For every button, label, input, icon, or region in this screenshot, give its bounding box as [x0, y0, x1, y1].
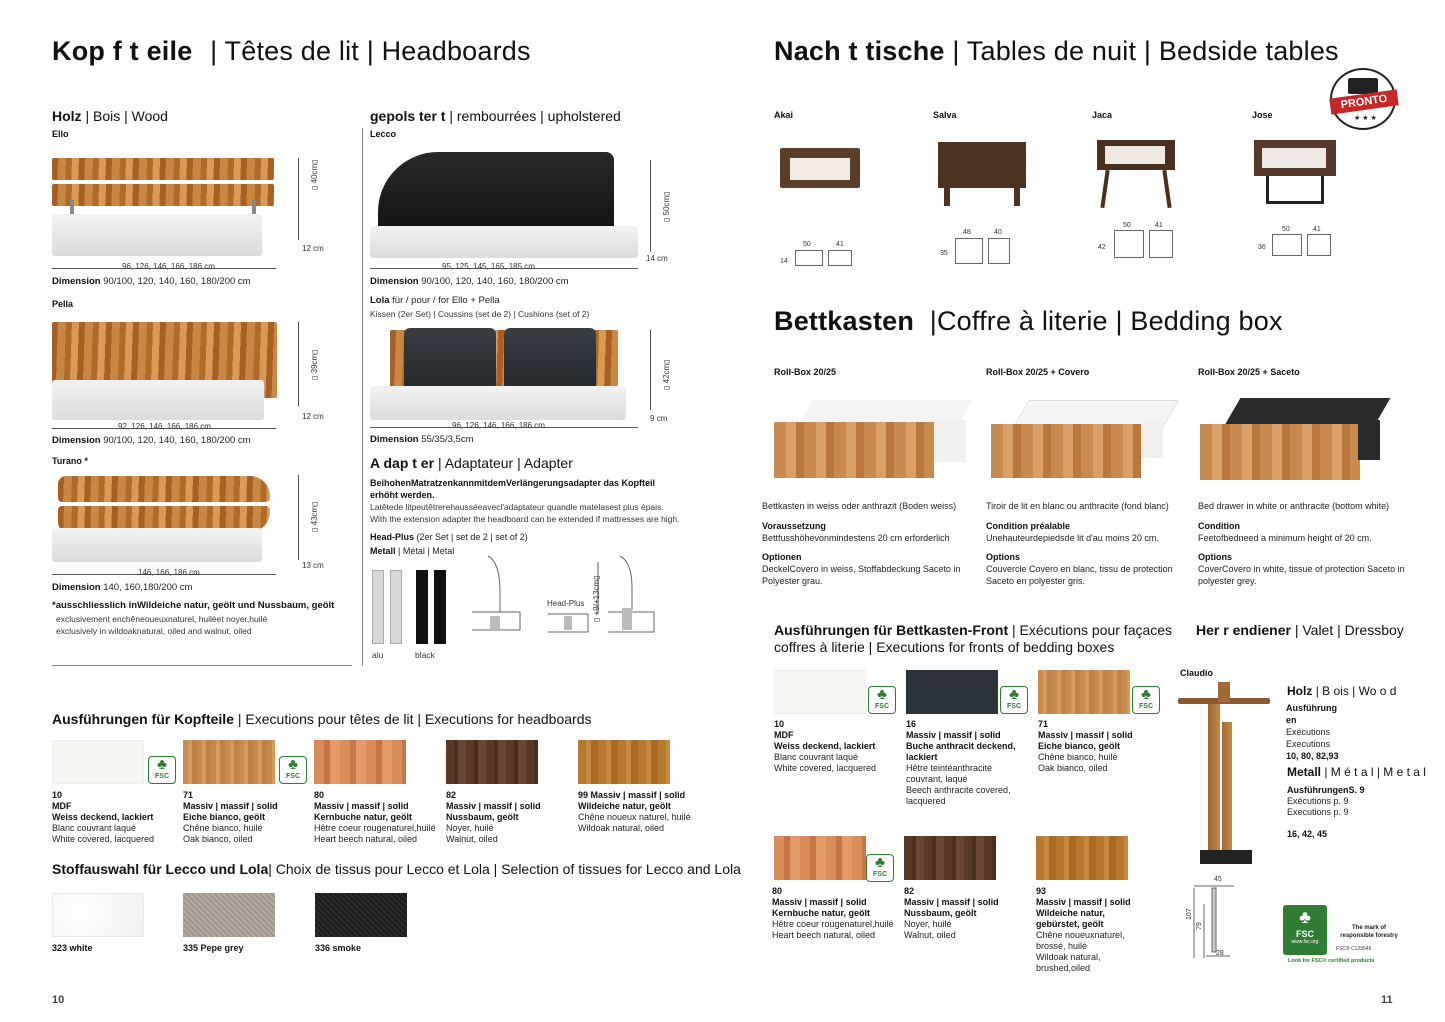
exec-swatch-99	[578, 740, 670, 784]
headplus-label: Head-Plus (2er Set | set de 2 | set of 2)	[370, 532, 528, 542]
fronts-heading-2: coffres à literie | Executions for fronts of bedding boxes	[774, 639, 1115, 655]
lola-widths: 96, 126, 146, 166, 186 cm	[452, 421, 545, 430]
box-desc-col: Tiroir de lit en blanc ou anthracite (fond blanc) Condition préalable Unehauteurdepiedsde lit d'au moins 20 cm. Options Couvercle Covero en blanc, tissu de protection Saceto en polyester gris.	[986, 501, 1173, 586]
front-swatch-80	[774, 836, 866, 880]
turano-height: ▯ 43cm▯	[310, 501, 319, 532]
fabric-name: 335 Pepe grey	[183, 943, 244, 953]
box-name: Roll-Box 20/25	[774, 367, 837, 377]
valet-name: Claudio	[1180, 668, 1213, 678]
adapter-plus: ▯ +9/+13cm▯	[592, 575, 601, 622]
valet-dim: 45	[1214, 876, 1222, 883]
fabric-swatch-grey	[183, 893, 275, 937]
fsc-mark-text: The mark of responsible forestry	[1340, 925, 1398, 939]
exec-swatch-71	[183, 740, 275, 784]
pella-overhang: 12 cm	[302, 412, 324, 421]
front-item-82: 82 Massiv | massif | solid Nussbaum, geölt Noyer, huilé Walnut, oiled	[904, 886, 999, 940]
valet-holz: Holz | B ois | Wo o d	[1287, 684, 1397, 698]
turano-overhang: 13 cm	[302, 561, 324, 570]
exec-head-heading: Ausführungen für Kopfteile | Executions pour têtes de lit | Executions for headboards	[52, 711, 592, 727]
adapter-fr: Latêtede litpeutêtrerehausséeavecl'adaptateur quandle matelasest plus épais.	[370, 502, 664, 512]
ello-image	[52, 150, 277, 258]
adapter-alu: alu	[372, 650, 384, 660]
lecco-dimension: Dimension 90/100, 120, 140, 160, 180/200 cm	[370, 276, 569, 287]
front-swatch-82	[904, 836, 996, 880]
adapter-de2: erhöht werden.	[370, 490, 435, 500]
exec-item-71: 71 Massiv | massif | solid Eiche bianco, geölt Chêne bianco, huilé Oak bianco, oiled	[183, 790, 278, 844]
lola-label: Lola für / pour / for Ello + Pella	[370, 295, 500, 306]
ello-widths: 96, 126, 146, 166, 186 cm	[122, 262, 215, 271]
front-item-16: 16 Massiv | massif | solid Buche anthracit deckend, lackiert Hêtre teintéanthracite couvrant, laqué Beech anthracite covered, lacquered	[906, 719, 1016, 806]
table-jaca-label: Jaca	[1092, 110, 1113, 120]
adapter-black: black	[415, 650, 435, 660]
exec-item-99: 99 Massiv | massif | solid Wildeiche natur, geölt Chêne noueux naturel, huilé Wildoak natural, oiled	[578, 790, 691, 833]
pella-label: Pella	[52, 299, 74, 309]
box-desc-col: Bettkasten in weiss oder anthrazit (Boden weiss) Voraussetzung Bettfusshöhevonmindestens 20 cm erforderlich Optionen DeckelCovero in weiss, Stoffabdeckung Saceto in Polyester grau.	[762, 501, 961, 586]
left-title-rest: | Têtes de lit | Headboards	[210, 36, 531, 66]
fabric-swatch-white	[52, 893, 144, 937]
pella-widths: 92, 126, 146, 166, 186 cm	[118, 422, 211, 431]
right-title: Nach t tische | Tables de nuit | Bedside tables	[774, 36, 1339, 66]
page-number-left: 10	[52, 994, 65, 1006]
pella-image	[52, 318, 277, 420]
lecco-overhang: 14 cm	[646, 254, 668, 263]
lola-set: Kissen (2er Set) | Coussins (set de 2) | Cushions (set of 2)	[370, 309, 590, 319]
adapter-de1: BeihohenMatratzenkannmitdemVerlängerungsadapter das Kopfteil	[370, 478, 656, 488]
front-item-10: 10 MDF Weiss deckend, lackiert Blanc couvrant laqué White covered, lacquered	[774, 719, 877, 773]
table-dim: 40	[994, 229, 1002, 236]
lola-image	[370, 326, 638, 420]
valet-dim: 107	[1186, 908, 1193, 920]
valet-metall-text: AusführungenS. 9 Exécutions p. 9 Executions p. 9 16, 42, 45	[1287, 785, 1365, 839]
fsc-logo-icon: ♣ FSC	[1000, 686, 1028, 714]
fsc-code: FSC® C123546	[1336, 946, 1372, 952]
fabric-swatch-smoke	[315, 893, 407, 937]
front-item-71: 71 Massiv | massif | solid Eiche bianco, geölt Chêne bianco, huilé Oak bianco, oiled	[1038, 719, 1133, 773]
lecco-height: ▯ 50cm▯	[662, 191, 671, 222]
lola-dimension: Dimension 55/35/3,5cm	[370, 434, 474, 445]
table-dim: 42	[1098, 244, 1106, 251]
box-image-rollbox	[774, 400, 966, 478]
front-swatch-71	[1038, 670, 1130, 714]
box-name: Roll-Box 20/25 + Covero	[986, 367, 1090, 377]
turano-image	[52, 472, 277, 564]
front-swatch-93	[1036, 836, 1128, 880]
fabric-name: 323 white	[52, 943, 93, 953]
box-image-covero	[991, 400, 1173, 478]
adapter-headplus-text: Head-Plus	[547, 599, 585, 608]
table-dim: 50	[1123, 222, 1131, 229]
fsc-logo-icon: ♣ FSC	[1132, 686, 1160, 714]
adapter-metall: Metall | Métal | Metal	[370, 546, 455, 556]
exec-item-82: 82 Massiv | massif | solid Nussbaum, geölt Noyer, huilé Walnut, oiled	[446, 790, 541, 844]
adapter-en: With the extension adapter the headboard can be extended if mattresses are high.	[370, 514, 680, 524]
table-dim: 14	[780, 258, 788, 265]
page-number-right: 11	[1381, 994, 1393, 1006]
fsc-logo-icon: ♣ FSC	[866, 854, 894, 882]
turano-label: Turano *	[52, 456, 88, 466]
table-jose-image	[1254, 140, 1338, 206]
front-item-93: 93 Massiv | massif | solid Wildeiche natur, gebürstet, geölt Chêne noueuxnaturel, brossé, huilé Wildoak natural, brushed,oiled	[1036, 886, 1131, 973]
front-item-80: 80 Massiv | massif | solid Kernbuche natur, geölt Hêtre coeur rougenaturel,huilé Heart beech natural, oiled	[772, 886, 894, 940]
turano-note-fr: exclusivement enchêneoueuxnaturel, huiléet noyer,huilé	[56, 614, 268, 624]
table-dim: 36	[1258, 244, 1266, 251]
exec-swatch-10	[52, 740, 144, 784]
fsc-logo-icon: ♣ FSC	[868, 686, 896, 714]
box-name: Roll-Box 20/25 + Saceto	[1198, 367, 1300, 377]
fronts-heading: Ausführungen für Bettkasten-Front | Exécutions pour façaces	[774, 622, 1173, 638]
stars-icon: ★ ★ ★	[1354, 115, 1377, 122]
ello-overhang: 12 cm	[302, 244, 324, 253]
fabric-name: 336 smoke	[315, 943, 362, 953]
fabric-heading: Stoffauswahl für Lecco und Lola| Choix de tissus pour Lecco et Lola | Selection of tissues for Lecco and Lola	[52, 861, 741, 877]
turano-dimension: Dimension 140, 160,180/200 cm	[52, 582, 193, 593]
table-dim: 35	[940, 250, 948, 257]
lecco-label: Lecco	[370, 129, 397, 139]
turano-note-en: exclusively in wildoaknatural, oiled and walnut, oiled	[56, 626, 252, 636]
table-akai-label: Akai	[774, 110, 794, 120]
table-akai-image	[780, 148, 860, 188]
table-dim: 41	[1155, 222, 1163, 229]
adapter-heading: A dap t er | Adaptateur | Adapter	[370, 455, 573, 471]
table-salva-label: Salva	[933, 110, 957, 120]
lola-overhang: 9 cm	[650, 414, 668, 423]
upholstered-heading: gepols ter t | rembourrées | upholstered	[370, 108, 621, 124]
left-title	[52, 36, 531, 67]
table-salva-image	[938, 142, 1028, 206]
front-swatch-10	[774, 670, 866, 714]
holz-heading: Holz | Bois | Wood	[52, 108, 168, 124]
pella-height: ▯ 39cm▯	[310, 349, 319, 380]
exec-swatch-80	[314, 740, 406, 784]
table-jose-label: Jose	[1252, 110, 1273, 120]
valet-holz-text: Ausführung en Exécutions Executions 10, 80, 82,93	[1286, 703, 1339, 761]
table-dim: 50	[803, 241, 811, 248]
valet-metall: Metall | M é t a l | M e t a l	[1287, 765, 1426, 779]
box-desc-col: Bed drawer in white or anthracite (bottom white) Condition Feetofbedneed a minimum height of 20 cm. Options CoverCovero in white, tissue of protection Saceto in polyester grey.	[1198, 501, 1405, 586]
ello-label: Ello	[52, 129, 69, 139]
table-dim: 50	[1282, 226, 1290, 233]
valet-image	[1168, 682, 1280, 868]
ello-height: ▯ 40cm▯	[310, 159, 319, 190]
valet-heading: Her r endiener | Valet | Dressboy	[1196, 622, 1404, 638]
valet-dimension-drawing	[1184, 874, 1246, 964]
fsc-badge-icon: ♣ FSC www.fsc.org	[1283, 905, 1327, 955]
turano-widths: 146, 166, 186 cm	[138, 568, 200, 577]
table-dim: 48	[963, 229, 971, 236]
valet-dim: 28	[1216, 950, 1224, 957]
ello-dimension: Dimension 90/100, 120, 140, 160, 180/200 cm	[52, 276, 251, 287]
fsc-logo-icon: ♣ FSC	[279, 756, 307, 784]
turano-note: *ausschliesslich inWildeiche natur, geölt und Nussbaum, geölt	[52, 600, 335, 611]
bettkasten-title: Bettkasten |Coffre à literie | Bedding box	[774, 306, 1283, 336]
exec-item-10: 10 MDF Weiss deckend, lackiert Blanc couvrant laqué White covered, lacquered	[52, 790, 155, 844]
left-title-bold: Kop f t eile	[52, 36, 193, 66]
pronto-badge	[1330, 68, 1396, 130]
exec-swatch-82	[446, 740, 538, 784]
exec-item-80: 80 Massiv | massif | solid Kernbuche natur, geölt Hêtre coeur rougenaturel,huilé Heart beech natural, oiled	[314, 790, 436, 844]
pronto-label: PRONTO	[1329, 89, 1399, 114]
lecco-widths: 95, 125, 145, 165, 185 cm	[442, 262, 535, 271]
table-dim: 41	[1313, 226, 1321, 233]
fsc-logo-icon: ♣ FSC	[148, 756, 176, 784]
fsc-foot: Look for FSC® certified products	[1288, 958, 1375, 964]
front-swatch-16	[906, 670, 998, 714]
box-image-saceto	[1200, 398, 1382, 480]
table-dim: 41	[836, 241, 844, 248]
pella-dimension: Dimension 90/100, 120, 140, 160, 180/200 cm	[52, 435, 251, 446]
adapter-plates	[370, 570, 460, 646]
lecco-image	[370, 150, 640, 258]
lola-height: ▯ 42cm▯	[662, 359, 671, 390]
table-jaca-image	[1097, 140, 1177, 208]
valet-dim: 79	[1196, 922, 1203, 930]
